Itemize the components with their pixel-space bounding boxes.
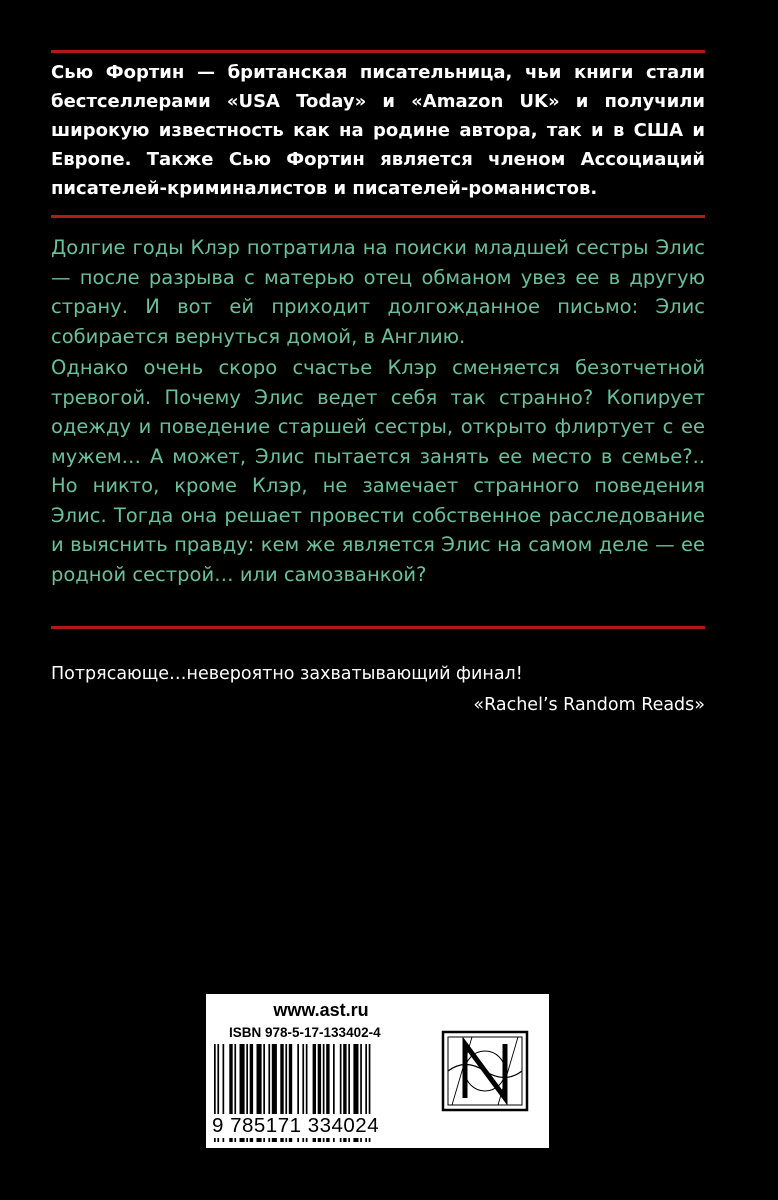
- top-divider: [51, 50, 705, 53]
- publisher-n-logo-icon: [439, 1028, 531, 1114]
- review-quote: Потрясающе…невероятно захватывающий финал!: [51, 664, 523, 684]
- barcode-panel: [206, 994, 549, 1148]
- book-annotation: [51, 233, 705, 589]
- annotation-paragraph-1: Долгие годы Клэр потратила на поиски младшей сестры Элис — после разрыва с матерью отец обманом увез ее в другую страну. И вот ей приходит долгожданное письмо: Элис собирается вернуться домой, в Англию.: [51, 236, 705, 348]
- author-bio: Сью Фортин — британская писательница, чьи книги стали бестселлерами «USA Today» и «Amazon UK» и получили широкую известность как на родине автора, так и в США и Европе. Также Сью Фортин является членом Ассоциаций писателей-криминалистов и писателей-романистов.: [51, 62, 705, 199]
- isbn-label: ISBN 978-5-17-133402-4: [229, 1025, 381, 1040]
- review-source: «Rachel’s Random Reads»: [473, 695, 705, 715]
- bottom-divider: [51, 626, 705, 629]
- publisher-website: www.ast.ru: [273, 1000, 369, 1020]
- middle-divider: [51, 215, 705, 218]
- annotation-paragraph-2: Однако очень скоро счастье Клэр сменяется безотчетной тревогой. Почему Элис ведет себя так странно? Копирует одежду и поведение старшей сестры, открыто флиртует с ее мужем… А может, Элис пытается занять ее место в семье?.. Но никто, кроме Клэр, не замечает странного поведения Элис. Тогда она решает провести собственное расследование и выяснить правду: кем же является Элис на самом деле — ее родной сестрой… или самозванкой?: [51, 356, 705, 586]
- barcode-digits: 9 785171 334024: [212, 1114, 380, 1137]
